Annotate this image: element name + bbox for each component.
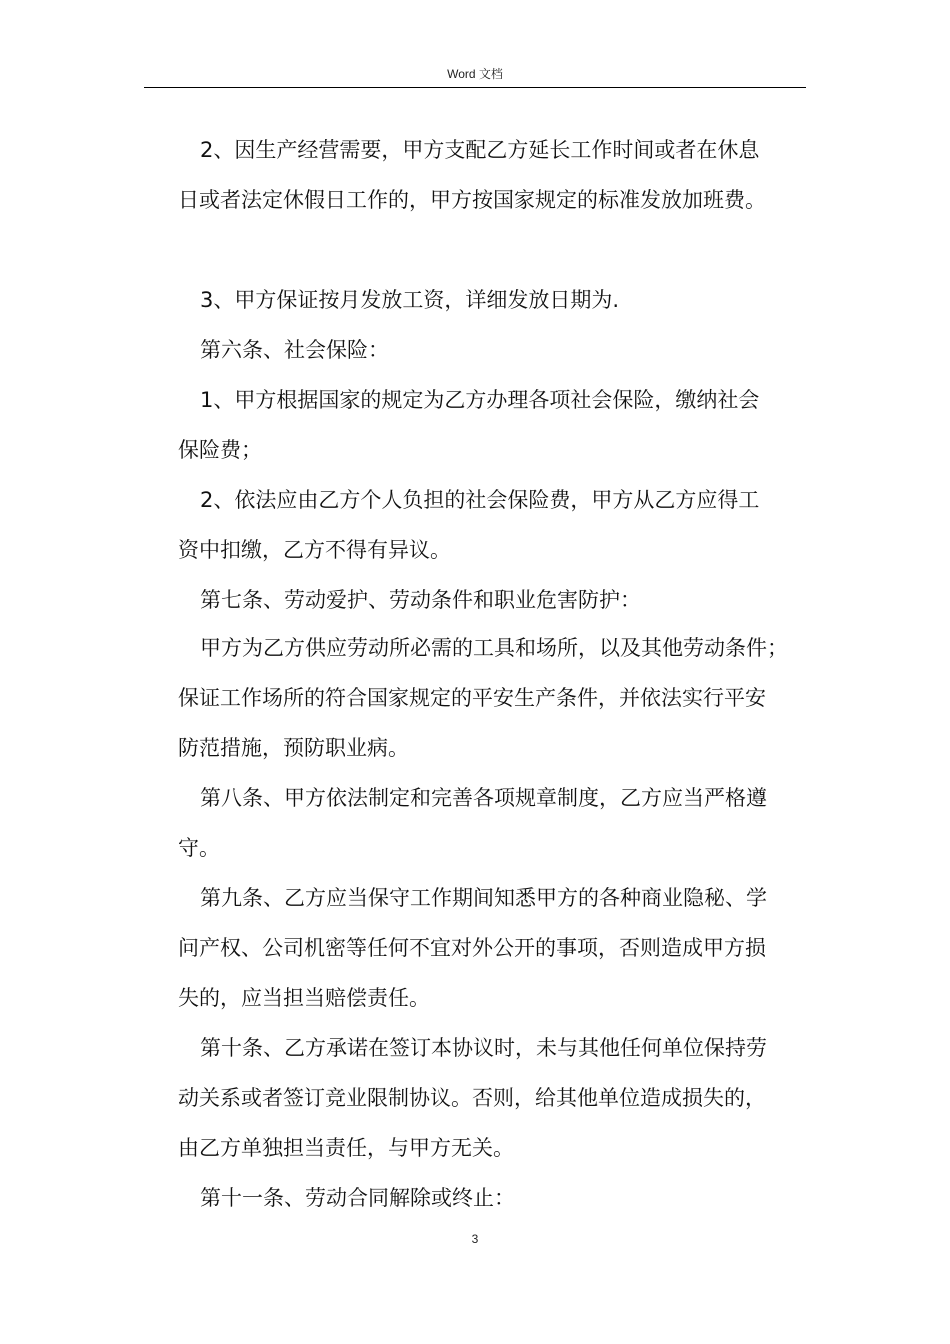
paragraph-line: 甲方为乙方供应劳动所必需的工具和场所，以及其他劳动条件；	[200, 636, 788, 660]
paragraph-line: 资中扣缴，乙方不得有异议。	[178, 538, 451, 562]
paragraph-line: 问产权、公司机密等任何不宜对外公开的事项，否则造成甲方损	[178, 936, 766, 960]
paragraph-line: 保证工作场所的符合国家规定的平安生产条件，并依法实行平安	[178, 686, 766, 710]
paragraph-line: 2、因生产经营需要，甲方支配乙方延长工作时间或者在休息	[200, 138, 760, 162]
paragraph-line: 1、甲方根据国家的规定为乙方办理各项社会保险，缴纳社会	[200, 388, 760, 412]
paragraph-line: 2、依法应由乙方个人负担的社会保险费，甲方从乙方应得工	[200, 488, 760, 512]
paragraph-line: 失的，应当担当赔偿责任。	[178, 986, 430, 1010]
paragraph-line: 守。	[178, 836, 220, 860]
paragraph-line: 防范措施，预防职业病。	[178, 736, 409, 760]
header-divider	[144, 87, 806, 88]
section-heading: 第十一条、劳动合同解除或终止：	[200, 1186, 515, 1210]
paragraph-line: 日或者法定休假日工作的，甲方按国家规定的标准发放加班费。	[178, 188, 766, 212]
section-heading: 第九条、乙方应当保守工作期间知悉甲方的各种商业隐秘、学	[200, 886, 767, 910]
paragraph-line: 动关系或者签订竞业限制协议。否则，给其他单位造成损失的，	[178, 1086, 766, 1110]
section-heading: 第八条、甲方依法制定和完善各项规章制度，乙方应当严格遵	[200, 786, 767, 810]
page-header: Word 文档	[447, 67, 503, 81]
paragraph-line: 由乙方单独担当责任，与甲方无关。	[178, 1136, 514, 1160]
paragraph-line: 保险费；	[178, 438, 262, 462]
section-heading: 第十条、乙方承诺在签订本协议时，未与其他任何单位保持劳	[200, 1036, 767, 1060]
paragraph-line: 3、甲方保证按月发放工资，详细发放日期为.	[200, 288, 620, 312]
section-heading: 第七条、劳动爱护、劳动条件和职业危害防护：	[200, 588, 641, 612]
section-heading: 第六条、社会保险：	[200, 338, 389, 362]
page-number: 3	[471, 1232, 479, 1246]
